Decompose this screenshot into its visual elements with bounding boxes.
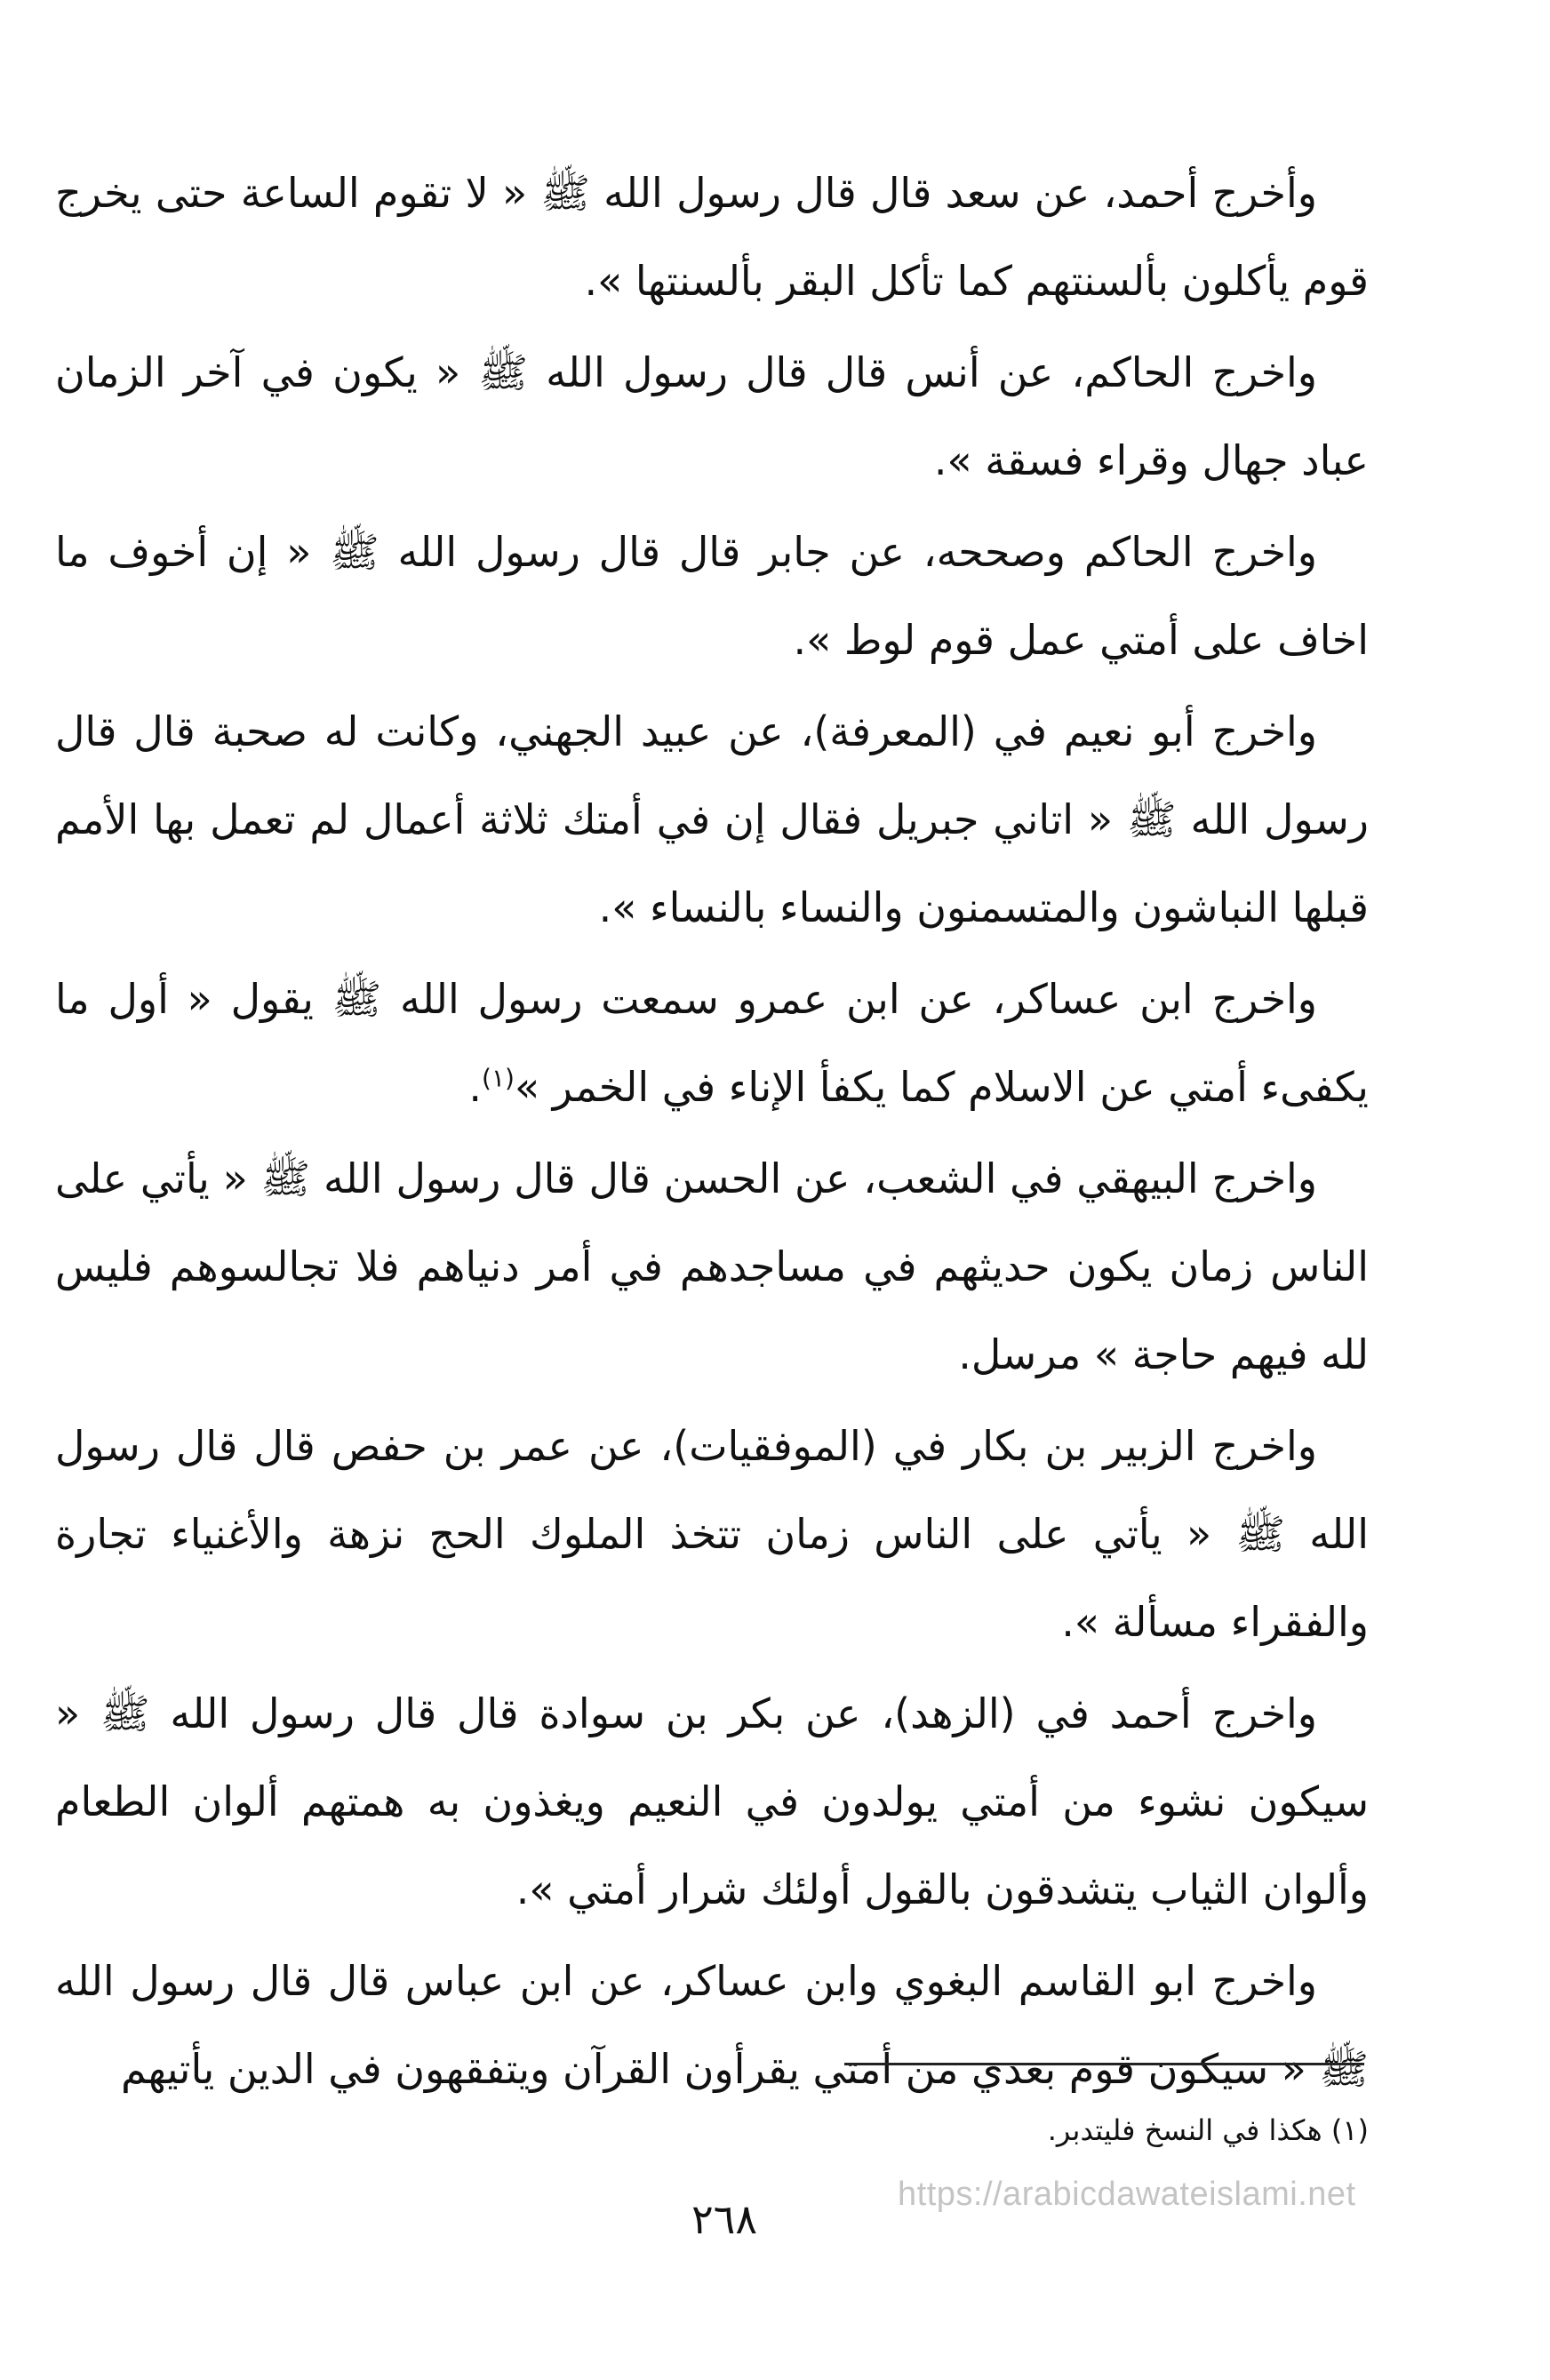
- hadith-paragraph: [55, 955, 1369, 1131]
- hadith-paragraph: [55, 508, 1369, 684]
- paragraph-text: واخرج أحمد في (الزهد)، عن بكر بن سوادة قال قال رسول الله ﷺ « سيكون نشوء من أمتي يولدون في النعيم ويغذون به همتهم ألوان الطعام وألوان الثياب يتشدقون بالقول أولئك شرار أمتي ».: [55, 1689, 1369, 1913]
- paragraph-text: واخرج البيهقي في الشعب، عن الحسن قال قال رسول الله ﷺ « يأتي على الناس زمان يكون حديثهم في مساجدهم في أمر دنياهم فلا تجالسوهم فليس لله فيهم حاجة » مرسل.: [55, 1154, 1369, 1378]
- hadith-paragraph: [55, 1135, 1369, 1399]
- paragraph-tail: .: [468, 1063, 483, 1111]
- paragraph-text: واخرج أبو نعيم في (المعرفة)، عن عبيد الجهني، وكانت له صحبة قال قال رسول الله ﷺ « اتاني جبريل فقال إن في أمتك ثلاثة أعمال لم تعمل بها الأمم قبلها النباشون والمتسمنون والنساء بالنساء ».: [55, 707, 1369, 931]
- paragraph-text: وأخرج أحمد، عن سعد قال قال رسول الله ﷺ « لا تقوم الساعة حتى يخرج قوم يأكلون بألسنتهم كما تأكل البقر بألسنتها ».: [55, 169, 1369, 305]
- hadith-paragraph: [55, 1402, 1369, 1666]
- footnote: (١) هكذا في النسخ فليتدبر.: [1047, 2113, 1369, 2147]
- page-number: ٢٦٨: [691, 2195, 758, 2243]
- main-text: [55, 149, 1369, 2117]
- paragraph-text: واخرج الزبير بن بكار في (الموفقيات)، عن عمر بن حفص قال قال رسول الله ﷺ « يأتي على الناس زمان تتخذ الملوك الحج نزهة والأغنياء تجارة والفقراء مسألة ».: [55, 1422, 1369, 1646]
- hadith-paragraph: [55, 149, 1369, 325]
- paragraph-text: واخرج الحاكم وصححه، عن جابر قال قال رسول الله ﷺ « إن أخوف ما اخاف على أمتي عمل قوم لوط ».: [55, 528, 1369, 664]
- hadith-paragraph: [55, 1937, 1369, 2113]
- hadith-paragraph: [55, 688, 1369, 952]
- paragraph-text: واخرج ابن عساكر، عن ابن عمرو سمعت رسول الله ﷺ يقول « أول ما يكفىء أمتي عن الاسلام كما يكفأ الإناء في الخمر »: [55, 975, 1369, 1111]
- watermark-url: https://arabicdawateislami.net: [898, 2176, 1356, 2213]
- hadith-paragraph: [55, 329, 1369, 505]
- paragraph-text: واخرج ابو القاسم البغوي وابن عساكر، عن ابن عباس قال قال رسول الله ﷺ « سيكون قوم بعدي من أمتي يقرأون القرآن ويتفقهون في الدين يأتيهم: [55, 1957, 1369, 2093]
- footnote-divider: [844, 2063, 1364, 2065]
- hadith-paragraph: [55, 1670, 1369, 1934]
- footnote-reference: (١): [482, 1063, 515, 1093]
- paragraph-text: واخرج الحاكم، عن أنس قال قال رسول الله ﷺ « يكون في آخر الزمان عباد جهال وقراء فسقة ».: [55, 348, 1369, 484]
